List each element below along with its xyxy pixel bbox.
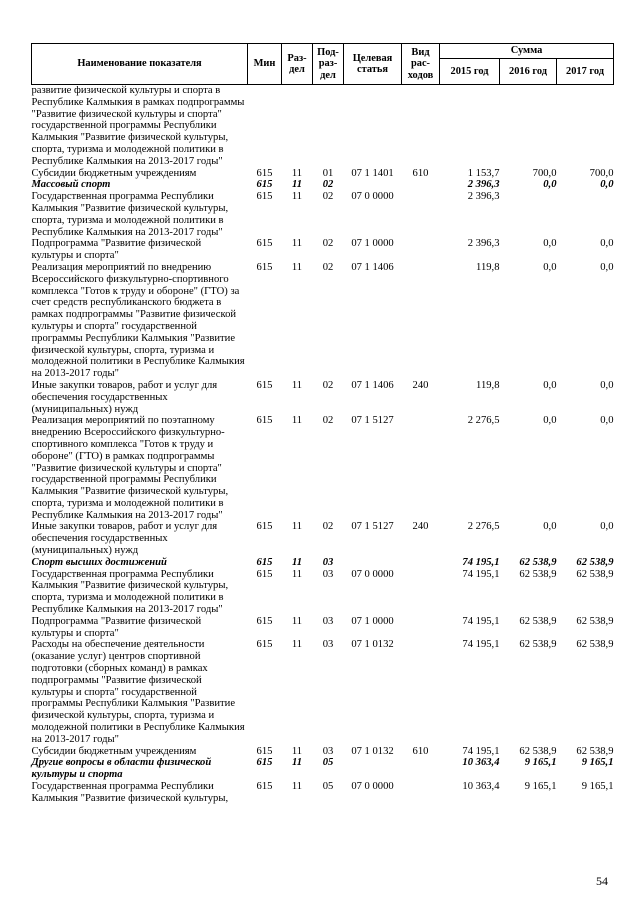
header-podrazdel: Под- раз- дел <box>313 44 344 85</box>
row-sum-2016: 9 165,1 <box>524 757 557 769</box>
row-min: 615 <box>256 639 273 651</box>
row-min <box>248 85 282 168</box>
row-sum-2015: 74 195,1 <box>462 745 500 757</box>
row-name: Подпрограмма "Развитие физической культуры и спорта" <box>31 615 202 639</box>
row-min: 615 <box>256 261 273 273</box>
row-podrazdel: 02 <box>322 521 334 533</box>
row-razdel: 11 <box>291 521 303 533</box>
row-sum-2017: 0,0 <box>600 261 614 273</box>
row-sum-2017: 700,0 <box>589 167 614 179</box>
row-razdel: 11 <box>291 261 303 273</box>
row-name: Иные закупки товаров, работ и услуг для обеспечения государственных (муниципальных) нужд <box>31 521 218 557</box>
row-sum-2017: 9 165,1 <box>581 757 614 769</box>
row-sum-2016: 62 538,9 <box>519 615 557 627</box>
row-name: развитие физической культуры и спорта в Республике Калмыкия в рамках подпрограммы "Развитие физической культуры и спорта" государственной программы Республики Калмыкия "Развитие физической культуры, спорта, туризма и молодежной политики в Республике Калмыкия на 2013-2017 годы" <box>31 85 245 167</box>
table-row <box>32 639 614 745</box>
row-podrazdel: 03 <box>322 556 334 568</box>
row-target-article: 07 1 1406 <box>351 261 394 273</box>
row-min: 615 <box>256 757 273 769</box>
row-target-article: 07 1 0132 <box>351 745 394 757</box>
row-name: Другие вопросы в области физической культуры и спорта <box>31 757 212 781</box>
row-sum-2016: 62 538,9 <box>519 639 557 651</box>
row-sum-2016: 0,0 <box>543 415 557 427</box>
row-sum-2015: 74 195,1 <box>462 556 500 568</box>
row-sum-2016: 0,0 <box>543 521 557 533</box>
row-podrazdel: 05 <box>322 781 334 793</box>
table-row <box>32 557 614 569</box>
row-podrazdel: 03 <box>322 568 334 580</box>
row-expense-type <box>402 191 440 238</box>
row-name: Государственная программа Республики Калмыкия "Развитие физической культуры, спорта, туризма и молодежной политики в Республике Калмыкия на 2013-2017 годы" <box>31 191 229 238</box>
row-sum-2017: 0,0 <box>600 415 614 427</box>
row-expense-type <box>402 616 440 640</box>
header-2017: 2017 год <box>557 59 614 85</box>
table-row <box>32 746 614 758</box>
row-sum-2017: 9 165,1 <box>581 781 614 793</box>
row-min: 615 <box>256 781 273 793</box>
row-sum-2015: 2 396,3 <box>467 179 500 191</box>
table-row <box>32 380 614 415</box>
table-row <box>32 415 614 521</box>
row-razdel: 11 <box>291 379 303 391</box>
row-sum-2015: 2 396,3 <box>467 238 500 250</box>
row-expense-type <box>402 85 440 168</box>
row-razdel: 11 <box>291 568 303 580</box>
row-expense-type: 240 <box>412 521 429 533</box>
row-min: 615 <box>256 191 273 203</box>
table-row <box>32 757 614 781</box>
row-min: 615 <box>256 615 273 627</box>
row-podrazdel: 02 <box>322 191 334 203</box>
row-sum-2016 <box>500 191 557 238</box>
row-razdel: 11 <box>291 781 303 793</box>
header-sum: Сумма <box>440 44 614 59</box>
row-sum-2015: 2 396,3 <box>467 191 500 203</box>
header-min: Мин <box>248 44 282 85</box>
row-sum-2015: 10 363,4 <box>462 757 500 769</box>
table-row <box>32 85 614 168</box>
row-target-article: 07 1 0000 <box>351 615 394 627</box>
row-name: Государственная программа Республики Калмыкия "Развитие физической культуры, спорта, туризма и молодежной политики в Республике Калмыкия на 2013-2017 годы" <box>31 568 229 616</box>
row-podrazdel: 01 <box>322 167 334 179</box>
table-row <box>32 191 614 238</box>
row-sum-2015: 1 153,7 <box>467 167 500 179</box>
row-sum-2017 <box>557 85 614 168</box>
row-podrazdel: 03 <box>322 615 334 627</box>
row-min: 615 <box>256 556 273 568</box>
row-sum-2017 <box>557 191 614 238</box>
row-min: 615 <box>256 238 273 250</box>
row-name: Субсидии бюджетным учреждениям <box>31 167 197 179</box>
row-sum-2017: 62 538,9 <box>576 568 614 580</box>
header-name: Наименование показателя <box>32 44 248 85</box>
table-row <box>32 781 614 805</box>
row-razdel: 11 <box>291 191 303 203</box>
row-min: 615 <box>256 568 273 580</box>
page-number: 54 <box>596 874 608 888</box>
row-target-article <box>344 85 402 168</box>
row-razdel: 11 <box>291 179 302 191</box>
header-2015: 2015 год <box>440 59 500 85</box>
row-target-article: 07 0 0000 <box>351 568 394 580</box>
row-podrazdel <box>313 85 344 168</box>
row-sum-2017: 0,0 <box>600 521 614 533</box>
row-sum-2016: 0,0 <box>543 261 557 273</box>
header-razdel: Раз- дел <box>282 44 313 85</box>
row-target-article: 07 1 1406 <box>351 379 394 391</box>
row-name: Реализация мероприятий по поэтапному внедрению Всероссийского физкультурно-спортивного комплекса "Готов к труду и обороне" (ГТО) в рамках подпрограммы "Развитие физической культуры и спорта" государственной программы Республики Калмыкия "Развитие физической культуры, спорта, туризма и молодежной политики в Республике Калмыкия на 2013-2017 годы" <box>31 415 229 521</box>
row-sum-2015: 119,8 <box>476 379 500 391</box>
row-podrazdel: 02 <box>322 379 334 391</box>
row-name: Иные закупки товаров, работ и услуг для обеспечения государственных (муниципальных) нужд <box>31 379 218 415</box>
row-sum-2017: 0,0 <box>600 179 614 191</box>
table-row <box>32 238 614 262</box>
row-razdel: 11 <box>291 556 302 568</box>
row-sum-2015: 2 276,5 <box>467 415 500 427</box>
row-sum-2017: 0,0 <box>600 379 614 391</box>
table-row <box>32 179 614 191</box>
row-sum-2017: 62 538,9 <box>576 745 614 757</box>
table-row <box>32 569 614 616</box>
table-row <box>32 616 614 640</box>
header-expense-type: Вид рас- ходов <box>402 44 440 85</box>
row-expense-type: 240 <box>412 379 429 391</box>
table-row <box>32 521 614 556</box>
budget-table <box>31 43 614 805</box>
row-target-article: 07 1 1401 <box>351 167 394 179</box>
row-sum-2016: 0,0 <box>543 379 557 391</box>
row-name: Субсидии бюджетным учреждениям <box>31 745 197 757</box>
row-sum-2015: 2 276,5 <box>467 521 500 533</box>
row-sum-2015: 119,8 <box>476 261 500 273</box>
row-razdel: 11 <box>291 615 303 627</box>
row-sum-2017: 62 538,9 <box>576 615 614 627</box>
row-target-article: 07 1 0132 <box>351 639 394 651</box>
row-podrazdel: 02 <box>322 261 334 273</box>
row-razdel <box>282 85 313 168</box>
row-sum-2015 <box>440 85 500 168</box>
header-target-article: Целевая статья <box>344 44 402 85</box>
row-sum-2017: 62 538,9 <box>576 556 614 568</box>
row-expense-type <box>402 569 440 616</box>
row-sum-2015: 74 195,1 <box>462 615 500 627</box>
row-expense-type: 610 <box>412 167 429 179</box>
row-sum-2016 <box>500 85 557 168</box>
row-name: Расходы на обеспечение деятельности (оказание услуг) центров спортивной подготовки (сборных команд) в рамках подпрограммы "Развитие физической культуры и спорта" государственной программы Республики Калмыкия "Развитие физической культуры, спорта, туризма и молодежной политики в Республике Калмыкия на 2013-2017 годы" <box>31 639 245 745</box>
row-podrazdel: 05 <box>322 757 334 769</box>
table-body <box>32 85 614 805</box>
row-podrazdel: 03 <box>322 639 334 651</box>
row-podrazdel: 03 <box>322 745 334 757</box>
row-expense-type <box>402 557 440 569</box>
row-name: Государственная программа Республики Калмыкия "Развитие физической культуры, <box>31 781 229 804</box>
row-sum-2015: 74 195,1 <box>462 568 500 580</box>
row-target-article: 07 0 0000 <box>351 781 394 793</box>
row-expense-type <box>402 781 440 805</box>
row-min: 615 <box>256 379 273 391</box>
row-name: Массовый спорт <box>31 179 111 191</box>
row-target-article <box>344 757 402 781</box>
row-name: Подпрограмма "Развитие физической культуры и спорта" <box>31 238 202 262</box>
row-razdel: 11 <box>291 745 303 757</box>
row-target-article: 07 1 5127 <box>351 415 394 427</box>
row-razdel: 11 <box>291 757 302 769</box>
budget-table-page <box>31 43 613 805</box>
row-name: Реализация мероприятий по внедрению Всероссийского физкультурно-спортивного комплекса "Готов к труду и обороне" (ГТО) за счет средств республиканского бюджета в рамках подпрограммы "Развитие физической культуры и спорта" государственной программы Республики Калмыкия "Развитие физической культуры, спорта, туризма и молодежной политики в Республике Калмыкия на 2013-2017 годы" <box>31 261 245 380</box>
row-sum-2017: 62 538,9 <box>576 639 614 651</box>
row-sum-2016: 0,0 <box>543 179 557 191</box>
row-sum-2016: 62 538,9 <box>519 568 557 580</box>
row-expense-type: 610 <box>412 745 429 757</box>
row-min: 615 <box>256 521 273 533</box>
header-2016: 2016 год <box>500 59 557 85</box>
row-podrazdel: 02 <box>322 179 334 191</box>
row-min: 615 <box>256 167 273 179</box>
row-sum-2016: 700,0 <box>532 167 557 179</box>
row-razdel: 11 <box>291 415 303 427</box>
row-podrazdel: 02 <box>322 238 334 250</box>
row-min: 615 <box>256 745 273 757</box>
row-target-article <box>344 179 402 191</box>
row-sum-2017: 0,0 <box>600 238 614 250</box>
row-min: 615 <box>256 415 273 427</box>
row-min: 615 <box>256 179 273 191</box>
row-podrazdel: 02 <box>322 415 334 427</box>
row-razdel: 11 <box>291 238 303 250</box>
row-sum-2015: 74 195,1 <box>462 639 500 651</box>
row-expense-type <box>402 179 440 191</box>
row-sum-2016: 9 165,1 <box>524 781 557 793</box>
row-expense-type <box>402 415 440 521</box>
row-sum-2016: 62 538,9 <box>519 745 557 757</box>
row-razdel: 11 <box>291 639 303 651</box>
table-row <box>32 262 614 380</box>
row-sum-2015: 10 363,4 <box>462 781 500 793</box>
table-row <box>32 168 614 180</box>
row-sum-2016: 0,0 <box>543 238 557 250</box>
row-target-article: 07 0 0000 <box>351 191 394 203</box>
row-expense-type <box>402 238 440 262</box>
row-expense-type <box>402 757 440 781</box>
row-expense-type <box>402 262 440 380</box>
row-target-article <box>344 557 402 569</box>
row-sum-2016: 62 538,9 <box>519 556 557 568</box>
row-name: Спорт высших достижений <box>31 556 167 568</box>
row-expense-type <box>402 639 440 745</box>
row-target-article: 07 1 0000 <box>351 238 394 250</box>
row-target-article: 07 1 5127 <box>351 521 394 533</box>
row-razdel: 11 <box>291 167 303 179</box>
